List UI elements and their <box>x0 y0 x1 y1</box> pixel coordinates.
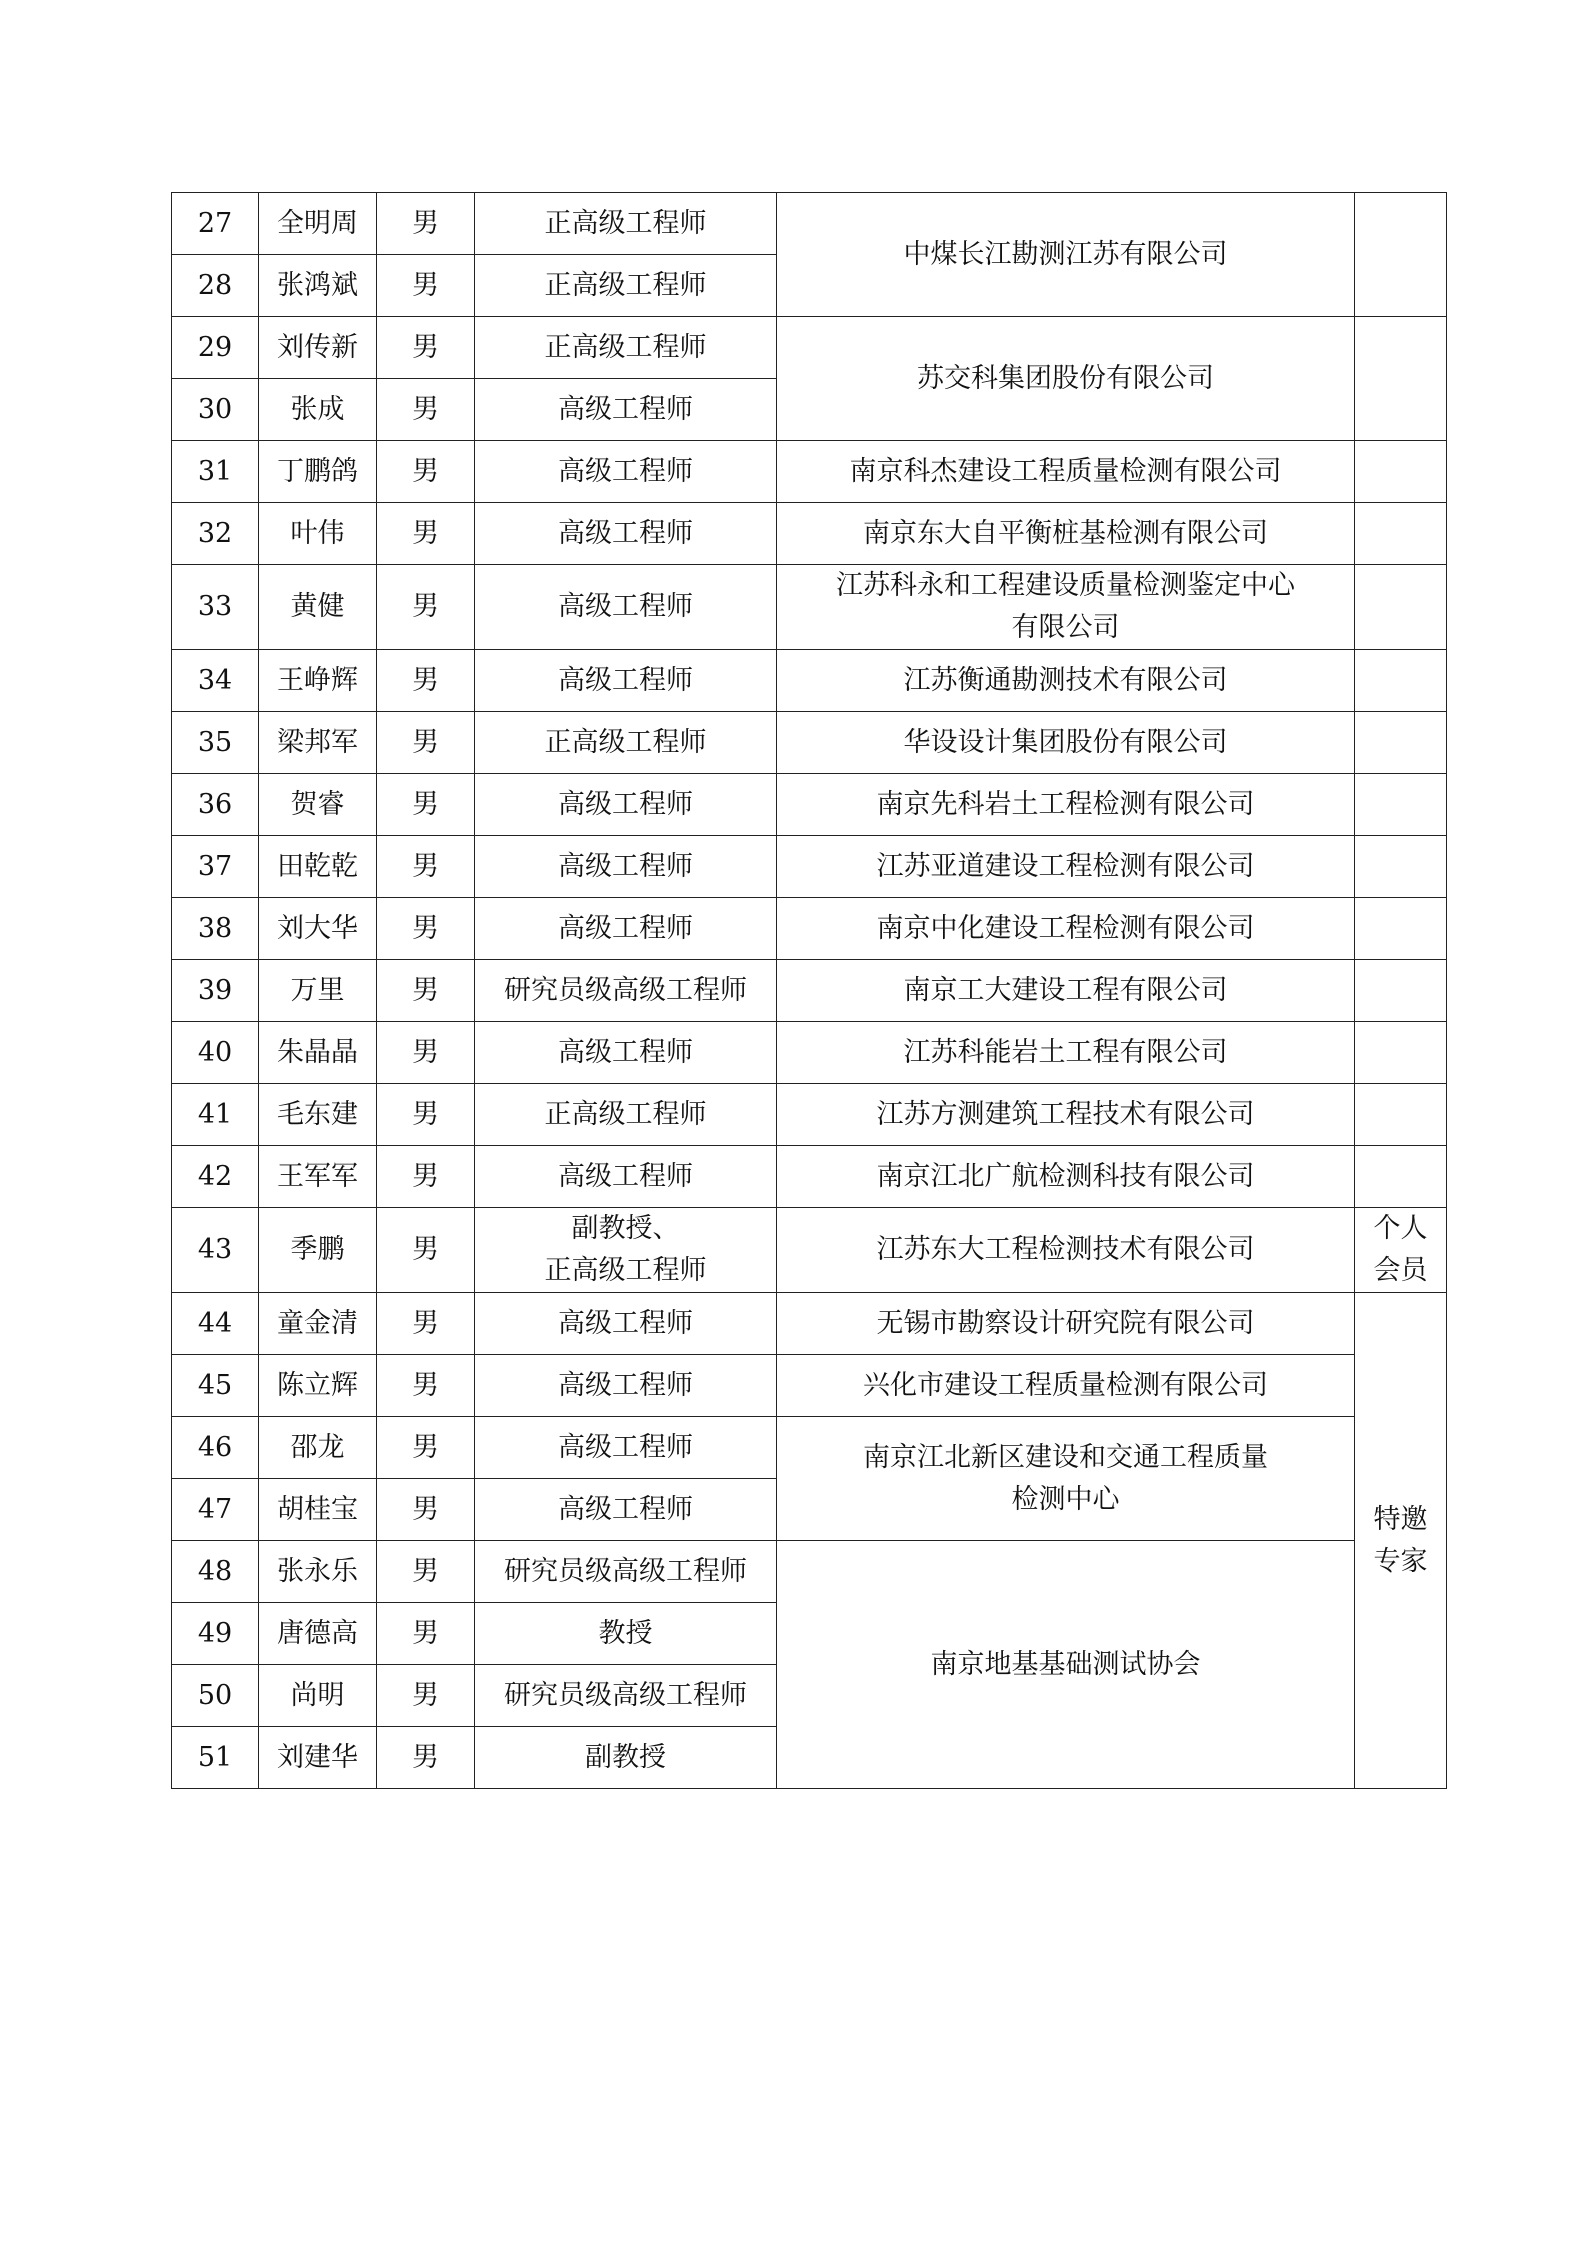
member-name: 刘传新 <box>259 317 377 379</box>
member-remark <box>1355 1293 1447 1789</box>
member-title: 高级工程师 <box>475 441 777 503</box>
table-row <box>172 441 1447 503</box>
member-title: 副教授 <box>475 1727 777 1789</box>
member-unit: 南京江北广航检测科技有限公司 <box>777 1146 1355 1208</box>
member-title: 高级工程师 <box>475 1479 777 1541</box>
member-remark <box>1355 317 1447 441</box>
member-remark <box>1355 712 1447 774</box>
member-unit: 南京东大自平衡桩基检测有限公司 <box>777 503 1355 565</box>
member-remark <box>1355 774 1447 836</box>
member-title: 正高级工程师 <box>475 712 777 774</box>
member-title: 高级工程师 <box>475 565 777 650</box>
member-name: 万里 <box>259 960 377 1022</box>
member-gender: 男 <box>377 1541 475 1603</box>
table-row <box>172 960 1447 1022</box>
unit-line: 检测中心 <box>1011 1483 1120 1515</box>
member-unit: 南京地基基础测试协会 <box>777 1541 1355 1789</box>
member-name: 刘建华 <box>259 1727 377 1789</box>
member-title: 高级工程师 <box>475 898 777 960</box>
member-name: 尚明 <box>259 1665 377 1727</box>
member-unit <box>777 1417 1355 1541</box>
table-row <box>172 1022 1447 1084</box>
member-gender: 男 <box>377 503 475 565</box>
member-gender: 男 <box>377 650 475 712</box>
member-gender: 男 <box>377 1146 475 1208</box>
row-number: 42 <box>172 1146 259 1208</box>
member-title <box>475 1208 777 1293</box>
table-row <box>172 1293 1447 1355</box>
member-gender: 男 <box>377 1603 475 1665</box>
table-row <box>172 1541 1447 1603</box>
member-unit: 中煤长江勘测江苏有限公司 <box>777 193 1355 317</box>
member-gender: 男 <box>377 441 475 503</box>
member-title: 高级工程师 <box>475 379 777 441</box>
member-unit: 江苏科能岩土工程有限公司 <box>777 1022 1355 1084</box>
member-unit: 江苏方测建筑工程技术有限公司 <box>777 1084 1355 1146</box>
row-number: 37 <box>172 836 259 898</box>
table-row <box>172 836 1447 898</box>
member-title: 正高级工程师 <box>475 255 777 317</box>
member-gender: 男 <box>377 1355 475 1417</box>
member-name: 陈立辉 <box>259 1355 377 1417</box>
row-number: 27 <box>172 193 259 255</box>
member-unit: 无锡市勘察设计研究院有限公司 <box>777 1293 1355 1355</box>
table-row <box>172 712 1447 774</box>
member-title: 高级工程师 <box>475 503 777 565</box>
member-remark <box>1355 565 1447 650</box>
row-number: 36 <box>172 774 259 836</box>
row-number: 39 <box>172 960 259 1022</box>
member-remark <box>1355 1022 1447 1084</box>
member-gender: 男 <box>377 1417 475 1479</box>
member-name: 田乾乾 <box>259 836 377 898</box>
remark-line: 特邀 <box>1373 1503 1428 1535</box>
table-row <box>172 503 1447 565</box>
table-row <box>172 1208 1447 1293</box>
row-number: 50 <box>172 1665 259 1727</box>
member-title: 高级工程师 <box>475 1355 777 1417</box>
remark-line: 会员 <box>1373 1255 1428 1286</box>
member-name: 刘大华 <box>259 898 377 960</box>
remark-line: 个人 <box>1373 1213 1428 1244</box>
member-title: 高级工程师 <box>475 1417 777 1479</box>
member-gender: 男 <box>377 1084 475 1146</box>
member-remark <box>1355 1084 1447 1146</box>
member-title: 研究员级高级工程师 <box>475 1541 777 1603</box>
title-line: 副教授、 <box>571 1213 680 1244</box>
table-row <box>172 650 1447 712</box>
row-number: 31 <box>172 441 259 503</box>
member-unit: 江苏东大工程检测技术有限公司 <box>777 1208 1355 1293</box>
unit-line: 南京江北新区建设和交通工程质量 <box>863 1441 1268 1473</box>
member-unit <box>777 565 1355 650</box>
row-number: 30 <box>172 379 259 441</box>
title-line: 正高级工程师 <box>544 1255 707 1286</box>
member-title: 高级工程师 <box>475 650 777 712</box>
member-name: 童金清 <box>259 1293 377 1355</box>
member-gender: 男 <box>377 1479 475 1541</box>
member-title: 正高级工程师 <box>475 193 777 255</box>
member-remark <box>1355 1208 1447 1293</box>
row-number: 43 <box>172 1208 259 1293</box>
row-number: 49 <box>172 1603 259 1665</box>
row-number: 51 <box>172 1727 259 1789</box>
row-number: 48 <box>172 1541 259 1603</box>
table-row <box>172 774 1447 836</box>
table-row <box>172 1417 1447 1479</box>
member-unit: 南京先科岩土工程检测有限公司 <box>777 774 1355 836</box>
member-table <box>171 192 1447 1789</box>
member-title: 高级工程师 <box>475 836 777 898</box>
row-number: 34 <box>172 650 259 712</box>
member-name: 叶伟 <box>259 503 377 565</box>
member-gender: 男 <box>377 1665 475 1727</box>
member-gender: 男 <box>377 1727 475 1789</box>
member-gender: 男 <box>377 379 475 441</box>
row-number: 47 <box>172 1479 259 1541</box>
member-name: 邵龙 <box>259 1417 377 1479</box>
row-number: 44 <box>172 1293 259 1355</box>
table-row <box>172 1355 1447 1417</box>
table-row <box>172 1084 1447 1146</box>
member-unit: 南京科杰建设工程质量检测有限公司 <box>777 441 1355 503</box>
member-remark <box>1355 193 1447 317</box>
member-remark <box>1355 898 1447 960</box>
member-gender: 男 <box>377 1293 475 1355</box>
member-name: 胡桂宝 <box>259 1479 377 1541</box>
member-gender: 男 <box>377 774 475 836</box>
member-name: 王军军 <box>259 1146 377 1208</box>
unit-line: 有限公司 <box>1011 612 1120 643</box>
member-gender: 男 <box>377 836 475 898</box>
row-number: 41 <box>172 1084 259 1146</box>
member-unit: 南京工大建设工程有限公司 <box>777 960 1355 1022</box>
member-name: 王峥辉 <box>259 650 377 712</box>
member-name: 全明周 <box>259 193 377 255</box>
member-gender: 男 <box>377 255 475 317</box>
member-title: 高级工程师 <box>475 1293 777 1355</box>
member-name: 毛东建 <box>259 1084 377 1146</box>
row-number: 32 <box>172 503 259 565</box>
unit-line: 江苏科永和工程建设质量检测鉴定中心 <box>836 570 1295 601</box>
member-remark <box>1355 650 1447 712</box>
member-title: 研究员级高级工程师 <box>475 1665 777 1727</box>
member-title: 教授 <box>475 1603 777 1665</box>
member-gender: 男 <box>377 565 475 650</box>
member-unit: 华设设计集团股份有限公司 <box>777 712 1355 774</box>
member-name: 张鸿斌 <box>259 255 377 317</box>
member-name: 朱晶晶 <box>259 1022 377 1084</box>
member-gender: 男 <box>377 1022 475 1084</box>
row-number: 46 <box>172 1417 259 1479</box>
row-number: 33 <box>172 565 259 650</box>
member-gender: 男 <box>377 712 475 774</box>
member-remark <box>1355 960 1447 1022</box>
member-remark <box>1355 836 1447 898</box>
member-name: 贺睿 <box>259 774 377 836</box>
member-name: 丁鹏鸽 <box>259 441 377 503</box>
member-unit: 江苏亚道建设工程检测有限公司 <box>777 836 1355 898</box>
member-title: 高级工程师 <box>475 774 777 836</box>
member-title: 正高级工程师 <box>475 317 777 379</box>
table-row <box>172 898 1447 960</box>
table-row <box>172 193 1447 255</box>
member-name: 张成 <box>259 379 377 441</box>
table-row <box>172 1146 1447 1208</box>
member-gender: 男 <box>377 1208 475 1293</box>
member-name: 梁邦军 <box>259 712 377 774</box>
member-unit: 苏交科集团股份有限公司 <box>777 317 1355 441</box>
table-row <box>172 565 1447 650</box>
member-unit: 兴化市建设工程质量检测有限公司 <box>777 1355 1355 1417</box>
member-gender: 男 <box>377 960 475 1022</box>
member-remark <box>1355 1146 1447 1208</box>
row-number: 40 <box>172 1022 259 1084</box>
member-remark <box>1355 441 1447 503</box>
member-gender: 男 <box>377 898 475 960</box>
member-name: 张永乐 <box>259 1541 377 1603</box>
row-number: 28 <box>172 255 259 317</box>
member-gender: 男 <box>377 317 475 379</box>
remark-line: 专家 <box>1373 1545 1428 1577</box>
member-gender: 男 <box>377 193 475 255</box>
member-unit: 南京中化建设工程检测有限公司 <box>777 898 1355 960</box>
member-name: 黄健 <box>259 565 377 650</box>
member-name: 季鹏 <box>259 1208 377 1293</box>
member-unit: 江苏衡通勘测技术有限公司 <box>777 650 1355 712</box>
member-name: 唐德高 <box>259 1603 377 1665</box>
row-number: 45 <box>172 1355 259 1417</box>
member-title: 研究员级高级工程师 <box>475 960 777 1022</box>
member-title: 高级工程师 <box>475 1022 777 1084</box>
member-title: 高级工程师 <box>475 1146 777 1208</box>
row-number: 35 <box>172 712 259 774</box>
member-title: 正高级工程师 <box>475 1084 777 1146</box>
table-row <box>172 317 1447 379</box>
row-number: 29 <box>172 317 259 379</box>
row-number: 38 <box>172 898 259 960</box>
member-remark <box>1355 503 1447 565</box>
